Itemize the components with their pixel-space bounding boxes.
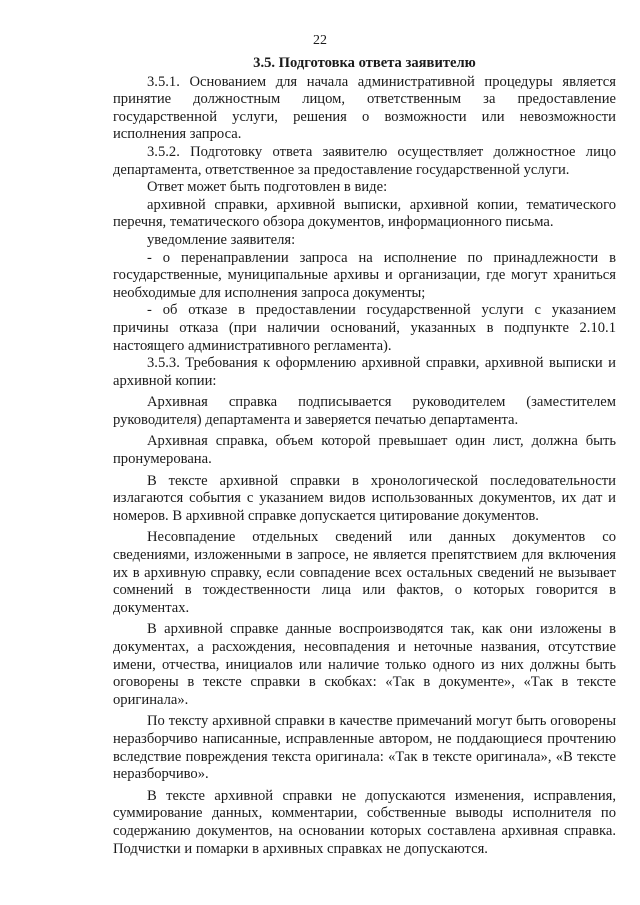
paragraph-chronology: В тексте архивной справки в хронологической последовательности излагаются события с указанием видов использованных документов, их дат и номеров. В архивной справке допускается цитирование документов. (113, 472, 616, 524)
paragraph-signature: Архивная справка подписывается руководителем (заместителем руководителя) департамента и заверяется печатью департамента. (113, 394, 616, 428)
paragraph-3-5-3: 3.5.3. Требования к оформлению архивной справки, архивной выписки и архивной копии: (113, 355, 616, 389)
page-number: 22 (313, 33, 327, 48)
document-body (113, 55, 616, 858)
paragraph-mismatch: Несовпадение отдельных сведений или данных документов со сведениями, изложенными в запросе, не является препятствием для включения их в архивную справку, если совпадение всех остальных сведений не вызывает сомнений в тождественности лица или фактов, о которых говорится в документах. (113, 529, 616, 616)
list-item-redirection: - о перенаправлении запроса на исполнение по принадлежности в государственные, муниципальные архивы и организации, где могут храниться необходимые для исполнения запроса документы; (113, 249, 616, 301)
paragraph-numbering: Архивная справка, объем которой превышает один лист, должна быть пронумерована. (113, 433, 616, 468)
paragraph-answer-forms: Ответ может быть подготовлен в виде: (147, 179, 388, 196)
paragraph-notification: уведомление заявителя: (147, 231, 296, 248)
paragraph-3-5-2: 3.5.2. Подготовку ответа заявителю осуществляет должностное лицо департамента, ответственное за предоставление государственной услуги. (113, 143, 616, 178)
paragraph-3-5-1: 3.5.1. Основанием для начала административной процедуры является принятие должностным лицом, ответственным за предоставление государственной услуги, решения о возможности или невозможности исполнения запроса. (113, 73, 616, 143)
paragraph-prohibitions: В тексте архивной справки не допускаются изменения, исправления, суммирование данных, комментарии, собственные выводы исполнителя по содержанию документов, на основании которых составлена архивная справка. Подчистки и помарки в архивных справках не допускаются. (113, 787, 616, 857)
section-title: 3.5. Подготовка ответа заявителю (253, 55, 476, 71)
paragraph-answer-forms-list: архивной справки, архивной выписки, архивной копии, тематического перечня, тематического обзора документов, информационного письма. (113, 196, 616, 231)
paragraph-notes: По тексту архивной справки в качестве примечаний могут быть оговорены неразборчиво написанные, исправленные автором, не поддающиеся прочтению вследствие повреждения текста оригинала: «Так в тексте оригинала», «В тексте неразборчиво». (113, 713, 616, 783)
list-item-refusal: - об отказе в предоставлении государственной услуги с указанием причины отказа (при наличии оснований, указанных в подпункте 2.10.1 настоящего административного регламента). (113, 302, 616, 354)
paragraph-reproduction: В архивной справке данные воспроизводятся так, как они изложены в документах, а расхождения, несовпадения и неточные названия, отсутствие имени, отчества, инициалов или наличие только одного из них должны быть оговорены в тексте справки в скобках: «Так в документе», «Так в тексте оригинала». (113, 621, 616, 708)
